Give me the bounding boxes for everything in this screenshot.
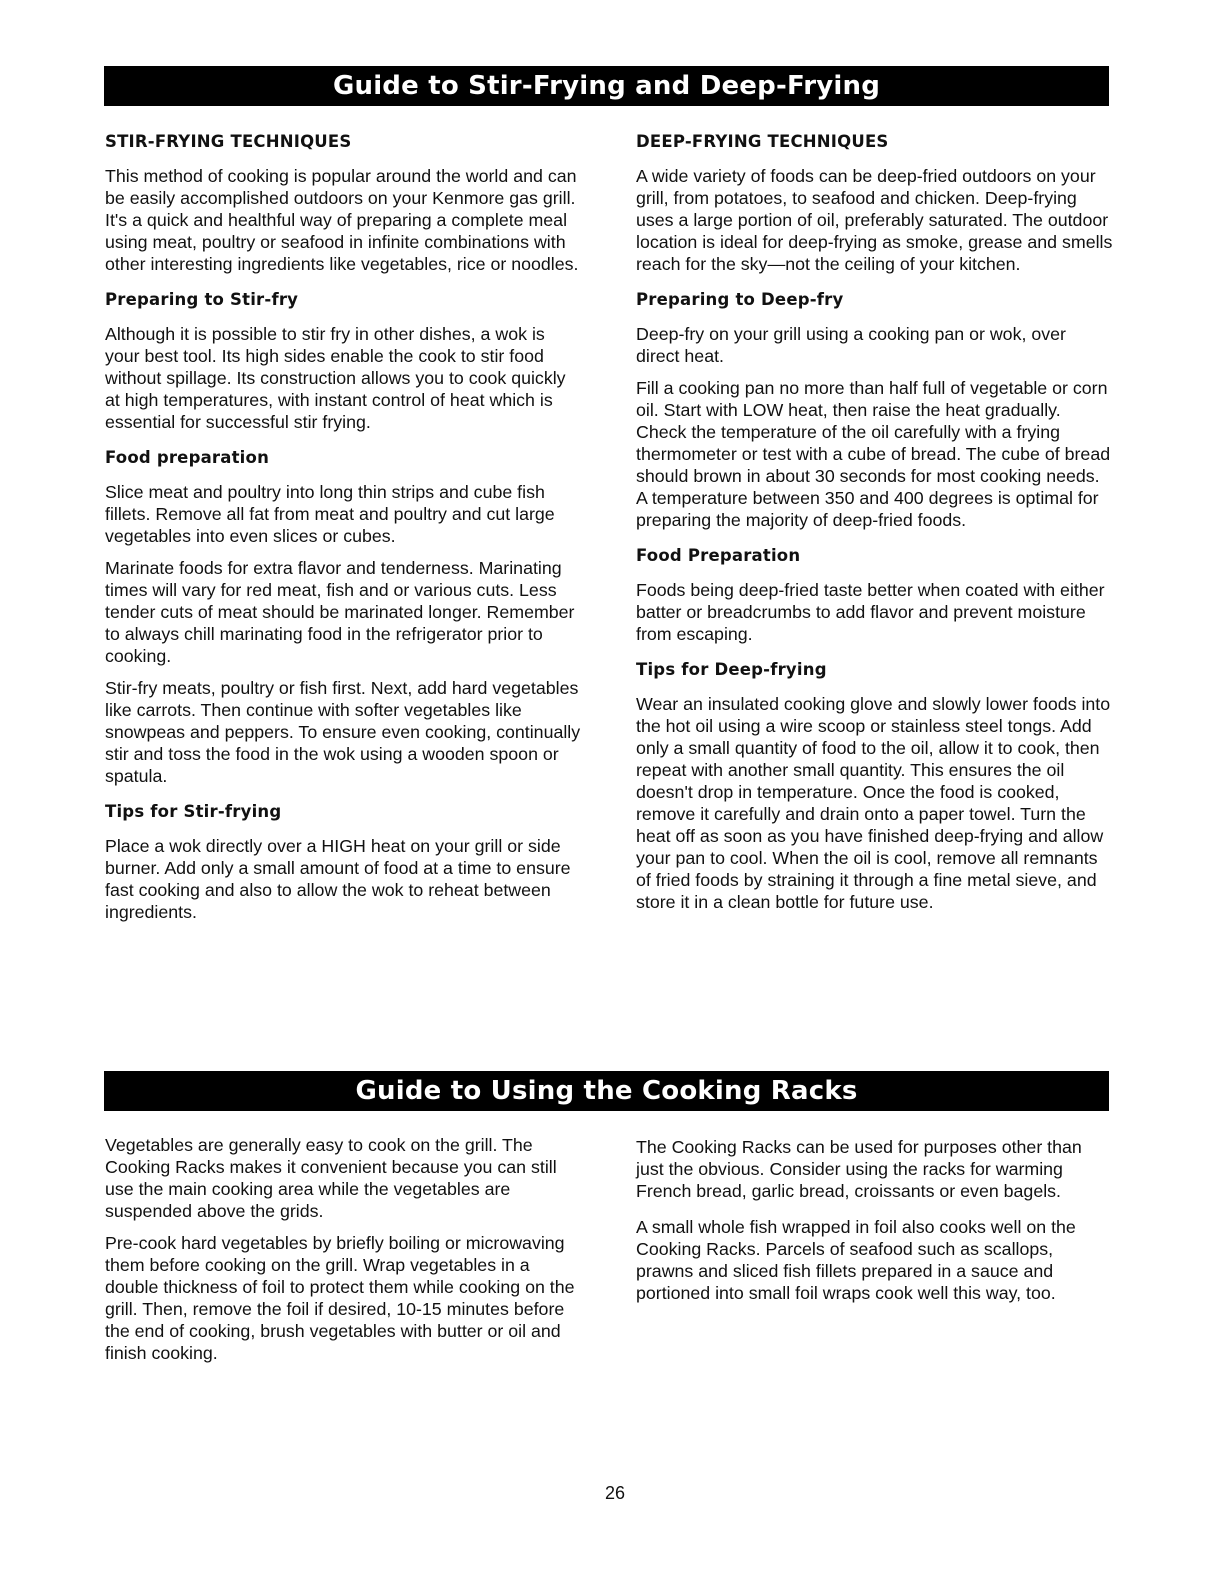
- page-number: 26: [604, 1483, 626, 1503]
- stir-tips-heading: Tips for Stir-frying: [105, 802, 282, 821]
- deep-frying-heading: DEEP-FRYING TECHNIQUES: [636, 132, 889, 151]
- racks-right-paragraph-1: The Cooking Racks can be used for purposes other than just the obvious. Consider using the racks for warming French bread, garlic bread, croissants or even bagels.: [636, 1137, 1082, 1201]
- preparing-stir-fry-text: Although it is possible to stir fry in other dishes, a wok is your best tool. Its high sides enable the cook to stir food without spillage. Its construction allows you to cook quickly at high temperatures, with instant control of heat which is essential for successful stir frying.: [105, 324, 566, 432]
- racks-right-paragraph-2: A small whole fish wrapped in foil also cooks well on the Cooking Racks. Parcels of seafood such as scallops, prawns and sliced fish fillets prepared in a sauce and portioned into small foil wraps cook well this way, too.: [636, 1217, 1076, 1303]
- preparing-deep-fry-heading: Preparing to Deep-fry: [636, 290, 844, 309]
- deep-tips-heading: Tips for Deep-frying: [636, 660, 827, 679]
- racks-left-paragraph-2: Pre-cook hard vegetables by briefly boiling or microwaving them before cooking on the grill. Wrap vegetables in a double thickness of foil to protect them while cooking on the grill. Then, remove the foil if desired, 10-15 minutes before the end of cooking, brush vegetables with butter or oil and finish cooking.: [105, 1233, 575, 1363]
- stir-food-paragraph-2: Marinate foods for extra flavor and tenderness. Marinating times will vary for red meat, fish and or various cuts. Less tender cuts of meat should be marinated longer. Remember to always chill marinating food in the refrigerator prior to cooking.: [105, 558, 575, 666]
- racks-right-column: [636, 1136, 1114, 1314]
- stir-food-paragraph-3: Stir-fry meats, poultry or fish first. Next, add hard vegetables like carrots. Then continue with softer vegetables like snowpeas and peppers. To ensure even cooking, continually stir and toss the food in the wok using a wooden spoon or spatula.: [105, 678, 581, 786]
- stir-food-preparation-heading: Food preparation: [105, 448, 270, 467]
- deep-food-preparation-heading: Food Preparation: [636, 546, 801, 565]
- preparing-stir-fry-heading: Preparing to Stir-fry: [105, 290, 299, 309]
- cooking-racks-banner: Guide to Using the Cooking Racks: [104, 1071, 1109, 1111]
- stir-tips-text: Place a wok directly over a HIGH heat on your grill or side burner. Add only a small amount of food at a time to ensure fast cooking and also to allow the wok to reheat between ingredients.: [105, 836, 571, 922]
- stir-frying-intro: This method of cooking is popular around the world and can be easily accomplished outdoors on your Kenmore gas grill. It's a quick and healthful way of preparing a complete meal using meat, poultry or seafood in infinite combinations with other interesting ingredients like vegetables, rice or noodles.: [105, 166, 579, 274]
- stir-deep-banner: Guide to Stir-Frying and Deep-Frying: [104, 66, 1109, 106]
- deep-food-preparation-text: Foods being deep-fried taste better when coated with either batter or breadcrumbs to add flavor and prevent moisture from escaping.: [636, 580, 1105, 644]
- racks-left-column: [105, 1134, 583, 1374]
- preparing-deep-fry-paragraph-2: Fill a cooking pan no more than half full of vegetable or corn oil. Start with LOW heat, then raise the heat gradually. Check the temperature of the oil carefully with a frying thermometer or test with a cube of bread. The cube of bread should brown in about 30 seconds for most cooking needs. A temperature between 350 and 400 degrees is optimal for preparing the majority of deep-fried foods.: [636, 378, 1111, 530]
- stir-frying-column: [105, 131, 583, 933]
- stir-food-paragraph-1: Slice meat and poultry into long thin strips and cube fish fillets. Remove all fat from meat and poultry and cut large vegetables into even slices or cubes.: [105, 482, 555, 546]
- deep-tips-text: Wear an insulated cooking glove and slowly lower foods into the hot oil using a wire scoop or stainless steel tongs. Add only a small quantity of food to the oil, allow it to cook, then repeat with another small quantity. This ensures the oil doesn't drop in temperature. Once the food is cooked, remove it carefully and drain onto a paper towel. Turn the heat off as soon as you have finished deep-frying and allow your pan to cool. When the oil is cool, remove all remnants of fried foods by straining it through a fine metal sieve, and store it in a clean bottle for future use.: [636, 694, 1111, 912]
- stir-frying-heading: STIR-FRYING TECHNIQUES: [105, 132, 352, 151]
- racks-left-paragraph-1: Vegetables are generally easy to cook on the grill. The Cooking Racks makes it convenient because you can still use the main cooking area while the vegetables are suspended above the grids.: [105, 1135, 557, 1221]
- preparing-deep-fry-paragraph-1: Deep-fry on your grill using a cooking pan or wok, over direct heat.: [636, 324, 1066, 366]
- deep-frying-column: [636, 131, 1114, 923]
- deep-frying-intro: A wide variety of foods can be deep-fried outdoors on your grill, from potatoes, to seafood and chicken. Deep-frying uses a large portion of oil, preferably saturated. The outdoor location is ideal for deep-frying as smoke, grease and smells reach for the sky—not the ceiling of your kitchen.: [636, 166, 1113, 274]
